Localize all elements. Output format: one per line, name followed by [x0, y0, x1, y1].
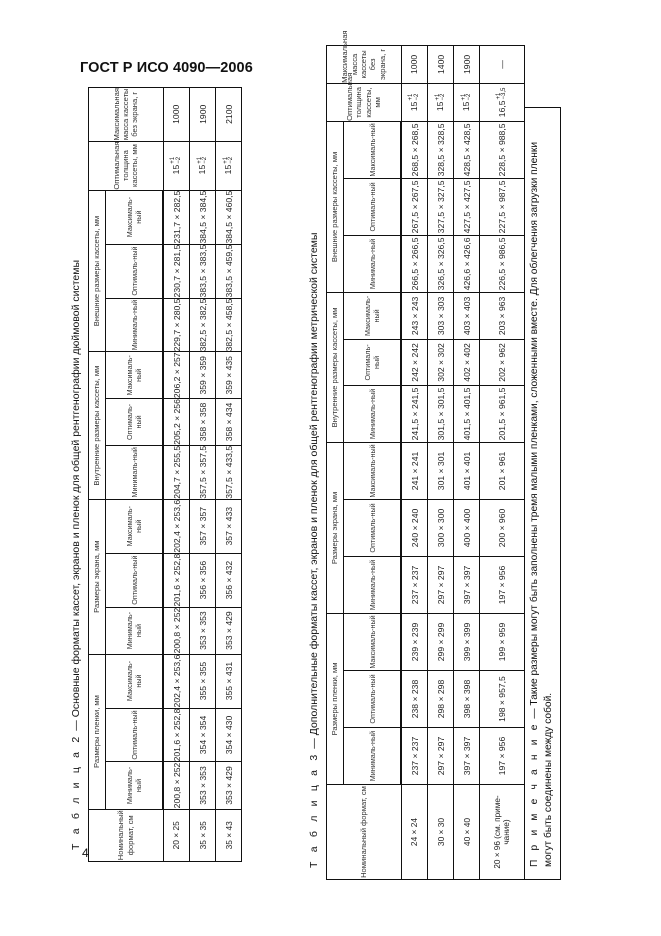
thickness-base: 15 — [223, 164, 234, 175]
cell-screen-min: 197 × 956 — [480, 556, 525, 613]
cell-outer-min: 229,7 × 280,5 — [163, 298, 190, 352]
col-outer-min: Минималь-ный — [344, 235, 402, 292]
cell-outer-max: 231,7 × 282,5 — [163, 190, 190, 244]
cell-screen-max: 201 × 961 — [480, 442, 525, 499]
cell-inner-min: 357,5 × 433,5 — [216, 445, 242, 499]
document-code: ГОСТ Р ИСО 4090—2006 — [80, 60, 253, 76]
cell-nominal: 20 × 25 — [163, 809, 190, 861]
cell-film-min: 197 × 956 — [480, 728, 525, 785]
cell-inner-min: 204,7 × 255,5 — [163, 445, 190, 499]
cell-film-opt: 298 × 298 — [428, 671, 454, 728]
cell-film-max: 355 × 355 — [190, 654, 216, 708]
cell-nominal: 30 × 30 — [428, 785, 454, 880]
cell-outer-min: 382,5 × 382,5 — [190, 298, 216, 352]
cell-inner-max: 303 × 303 — [428, 292, 454, 339]
col-screen-max: Максималь-ный — [344, 442, 402, 499]
cell-screen-opt: 300 × 300 — [428, 499, 454, 556]
cell-screen-min: 237 × 237 — [401, 556, 428, 613]
col-outer-opt: Оптималь-ный — [106, 244, 164, 298]
cell-inner-opt: 202 × 962 — [480, 339, 525, 385]
cell-inner-max: 243 × 243 — [401, 292, 428, 339]
tolerance-minus: −2 — [201, 156, 208, 164]
cell-film-opt: 354 × 354 — [190, 708, 216, 762]
table-row — [480, 45, 525, 879]
cell-screen-opt: 240 × 240 — [401, 499, 428, 556]
col-screen-opt: Оптималь-ный — [106, 553, 164, 607]
cell-inner-opt: 302 × 302 — [428, 339, 454, 385]
cell-outer-opt: 267,5 × 267,5 — [401, 178, 428, 235]
cell-inner-opt: 358 × 434 — [216, 399, 242, 446]
cell-film-max: 239 × 239 — [401, 613, 428, 670]
cell-film-min: 353 × 353 — [190, 762, 216, 809]
col-group-screen: Размеры экрана, мм — [89, 499, 106, 654]
cell-film-min: 200,8 × 252 — [163, 762, 190, 809]
cell-outer-max: 268,5 × 268,5 — [401, 121, 428, 178]
col-inner-max: Максималь-ный — [344, 292, 402, 339]
col-mass: Максимальная масса кассеты без экрана, г — [89, 88, 164, 142]
cell-thickness — [401, 83, 428, 121]
cell-outer-opt: 383,5 × 459,5 — [216, 244, 242, 298]
thickness-base: 15 — [435, 101, 446, 112]
thickness-base: 15 — [170, 164, 181, 175]
thickness-tolerance — [224, 157, 234, 164]
cell-outer-opt: 327,5 × 327,5 — [428, 178, 454, 235]
col-outer-max: Максималь-ный — [106, 190, 164, 244]
cell-screen-max: 241 × 241 — [401, 442, 428, 499]
cell-mass: 1900 — [454, 45, 480, 83]
cell-outer-max: 428,5 × 428,5 — [454, 121, 480, 178]
cell-screen-min: 353 × 429 — [216, 607, 242, 654]
thickness-base: 15 — [408, 101, 419, 112]
cell-inner-opt: 402 × 402 — [454, 339, 480, 385]
cell-mass: 1000 — [163, 88, 190, 142]
cell-film-max: 199 × 959 — [480, 613, 525, 670]
cell-nominal: 24 × 24 — [401, 785, 428, 880]
col-group-screen: Размеры экрана, мм — [327, 442, 344, 613]
table-2-title: — Основные форматы кассет, экранов и пленок для общей рентгенографии дюймовой системы — [70, 259, 82, 734]
note-label: П р и м е ч а н и е — [529, 721, 540, 867]
cell-film-max: 399 × 399 — [454, 613, 480, 670]
col-group-inner: Внутренние размеры кассеты, мм — [327, 292, 344, 442]
cell-screen-opt: 201,6 × 252,8 — [163, 553, 190, 607]
col-group-film: Размеры пленки, мм — [89, 654, 106, 809]
cell-inner-opt: 205,2 × 256 — [163, 399, 190, 446]
cell-screen-opt: 400 × 400 — [454, 499, 480, 556]
tolerance-minus: −2 — [227, 156, 234, 164]
col-film-max: Максималь-ный — [344, 613, 402, 670]
cell-outer-min: 266,5 × 266,5 — [401, 235, 428, 292]
thickness-tolerance — [497, 88, 507, 100]
cell-screen-min: 353 × 353 — [190, 607, 216, 654]
tolerance-plus: +1 — [222, 156, 229, 164]
col-inner-max: Максималь-ный — [106, 352, 164, 399]
cell-outer-max: 328,5 × 328,5 — [428, 121, 454, 178]
cell-film-min: 237 × 237 — [401, 728, 428, 785]
table-row — [454, 45, 480, 879]
cell-outer-min: 326,5 × 326,5 — [428, 235, 454, 292]
table-row — [428, 45, 454, 879]
page-number: 4 — [82, 846, 89, 860]
table-2 — [88, 87, 242, 862]
tolerance-minus: −2 — [175, 156, 182, 164]
tolerance-minus: −3,5 — [501, 87, 508, 100]
tolerance-plus: +1 — [434, 93, 441, 101]
cell-outer-min: 382,5 × 458,5 — [216, 298, 242, 352]
cell-film-opt: 201,6 × 252,8 — [163, 708, 190, 762]
col-inner-opt: Оптималь-ный — [106, 399, 164, 446]
cell-mass: — — [480, 45, 525, 83]
col-film-opt: Оптималь-ный — [344, 671, 402, 728]
cell-film-max: 299 × 299 — [428, 613, 454, 670]
col-group-outer: Внешние размеры кассеты, мм — [89, 190, 106, 352]
cell-film-min: 353 × 429 — [216, 762, 242, 809]
cell-thickness — [454, 83, 480, 121]
table-2-caption — [70, 87, 82, 850]
cell-thickness — [428, 83, 454, 121]
col-nominal-format: Номинальный формат, см — [89, 809, 164, 861]
cell-inner-max: 403 × 403 — [454, 292, 480, 339]
cell-inner-min: 201,5 × 961,5 — [480, 385, 525, 442]
cell-inner-min: 357,5 × 357,5 — [190, 445, 216, 499]
table-2-label: Т а б л и ц а 2 — [70, 733, 82, 850]
table-3-label: Т а б л и ц а 3 — [308, 751, 320, 868]
thickness-base: 15 — [197, 164, 208, 175]
tolerance-minus: −2 — [413, 93, 420, 101]
tolerance-plus: +1 — [170, 156, 177, 164]
col-thickness: Оптимальная толщина кассеты, мм — [327, 83, 402, 121]
col-film-min: Минималь-ный — [344, 728, 402, 785]
cell-outer-max: 384,5 × 384,5 — [190, 190, 216, 244]
cell-outer-max: 228,5 × 988,5 — [480, 121, 525, 178]
col-inner-min: Минималь-ный — [106, 445, 164, 499]
cell-screen-max: 357 × 357 — [190, 499, 216, 553]
cell-mass: 1400 — [428, 45, 454, 83]
tolerance-plus: +1 — [460, 93, 467, 101]
tolerance-plus: +1 — [496, 92, 503, 100]
cell-film-max: 202,4 × 253,6 — [163, 654, 190, 708]
cell-thickness — [216, 141, 242, 190]
cell-screen-max: 357 × 433 — [216, 499, 242, 553]
cell-screen-min: 397 × 397 — [454, 556, 480, 613]
cell-film-opt: 198 × 957,5 — [480, 671, 525, 728]
col-nominal-format: Номинальный формат, см — [327, 785, 402, 880]
table-3-block — [308, 30, 561, 880]
cell-inner-min: 241,5 × 241,5 — [401, 385, 428, 442]
thickness-tolerance — [409, 94, 419, 101]
thickness-tolerance — [436, 94, 446, 101]
col-screen-min: Минималь-ный — [106, 607, 164, 654]
col-inner-opt: Оптималь-ный — [344, 339, 402, 385]
cell-nominal: 35 × 43 — [216, 809, 242, 861]
table-row — [401, 45, 428, 879]
cell-film-opt: 238 × 238 — [401, 671, 428, 728]
cell-screen-max: 401 × 401 — [454, 442, 480, 499]
col-group-film: Размеры пленки, мм — [327, 613, 344, 784]
cell-outer-max: 384,5 × 460,5 — [216, 190, 242, 244]
table-3-caption — [308, 90, 320, 868]
col-outer-max: Максималь-ный — [344, 121, 402, 178]
cell-outer-opt: 427,5 × 427,5 — [454, 178, 480, 235]
col-screen-opt: Оптималь-ный — [344, 499, 402, 556]
col-screen-max: Максималь-ный — [106, 499, 164, 553]
note-text: — Такие размеры могут быть заполнены тремя малыми пленками, сложенными вместе. Для облегчения загрузки пленки могут быть соединены между собой. — [529, 141, 554, 867]
cell-mass: 2100 — [216, 88, 242, 142]
cell-mass: 1900 — [190, 88, 216, 142]
col-outer-opt: Оптималь-ный — [344, 178, 402, 235]
cell-screen-opt: 200 × 960 — [480, 499, 525, 556]
cell-inner-max: 359 × 359 — [190, 352, 216, 399]
table-3-title: — Дополнительные форматы кассет, экранов и пленок для общей рентгенографии метрической системы — [308, 232, 320, 752]
tolerance-plus: +1 — [408, 93, 415, 101]
thickness-base: 15 — [461, 101, 472, 112]
cell-film-max: 355 × 431 — [216, 654, 242, 708]
col-film-max: Максималь-ный — [106, 654, 164, 708]
cell-inner-max: 203 × 963 — [480, 292, 525, 339]
cell-nominal: 20 × 96 (см. приме-чание) — [480, 785, 525, 880]
cell-screen-min: 200,8 × 252 — [163, 607, 190, 654]
cell-outer-opt: 227,5 × 987,5 — [480, 178, 525, 235]
col-inner-min: Минималь-ный — [344, 385, 402, 442]
cell-film-min: 397 × 397 — [454, 728, 480, 785]
col-film-opt: Оптималь-ный — [106, 708, 164, 762]
table-3-note — [525, 107, 561, 880]
table-row — [216, 88, 242, 862]
cell-outer-min: 426,6 × 426,6 — [454, 235, 480, 292]
tolerance-minus: −2 — [465, 93, 472, 101]
tolerance-minus: −2 — [439, 93, 446, 101]
cell-inner-opt: 242 × 242 — [401, 339, 428, 385]
cell-screen-opt: 356 × 432 — [216, 553, 242, 607]
col-outer-min: Минималь-ный — [106, 298, 164, 352]
cell-outer-min: 226,5 × 986,5 — [480, 235, 525, 292]
cell-mass: 1000 — [401, 45, 428, 83]
cell-inner-opt: 358 × 358 — [190, 399, 216, 446]
cell-thickness — [163, 141, 190, 190]
thickness-tolerance — [462, 94, 472, 101]
cell-screen-max: 301 × 301 — [428, 442, 454, 499]
col-mass: Максимальная масса кассеты без экрана, г — [327, 45, 402, 83]
col-film-min: Минималь-ный — [106, 762, 164, 809]
cell-inner-min: 401,5 × 401,5 — [454, 385, 480, 442]
cell-screen-min: 297 × 297 — [428, 556, 454, 613]
col-screen-min: Минималь-ный — [344, 556, 402, 613]
cell-nominal: 40 × 40 — [454, 785, 480, 880]
cell-nominal: 35 × 35 — [190, 809, 216, 861]
thickness-tolerance — [198, 157, 208, 164]
table-row — [190, 88, 216, 862]
table-2-block — [70, 87, 242, 862]
col-thickness: Оптимальная толщина кассеты, мм — [89, 141, 164, 190]
cell-inner-max: 206,2 × 257 — [163, 352, 190, 399]
thickness-base: 16,5 — [496, 100, 507, 118]
cell-film-min: 297 × 297 — [428, 728, 454, 785]
cell-thickness — [480, 83, 525, 121]
col-group-outer: Внешние размеры кассеты, мм — [327, 121, 344, 292]
cell-inner-max: 359 × 435 — [216, 352, 242, 399]
cell-outer-opt: 383,5 × 383,5 — [190, 244, 216, 298]
table-3 — [326, 30, 525, 880]
cell-screen-opt: 356 × 356 — [190, 553, 216, 607]
col-group-inner: Внутренние размеры кассеты, мм — [89, 352, 106, 499]
cell-thickness — [190, 141, 216, 190]
thickness-tolerance — [171, 157, 181, 164]
table-row — [163, 88, 190, 862]
tolerance-plus: +1 — [196, 156, 203, 164]
cell-film-opt: 354 × 430 — [216, 708, 242, 762]
cell-film-opt: 398 × 398 — [454, 671, 480, 728]
cell-outer-opt: 230,7 × 281,5 — [163, 244, 190, 298]
cell-screen-max: 202,4 × 253,6 — [163, 499, 190, 553]
cell-inner-min: 301,5 × 301,5 — [428, 385, 454, 442]
